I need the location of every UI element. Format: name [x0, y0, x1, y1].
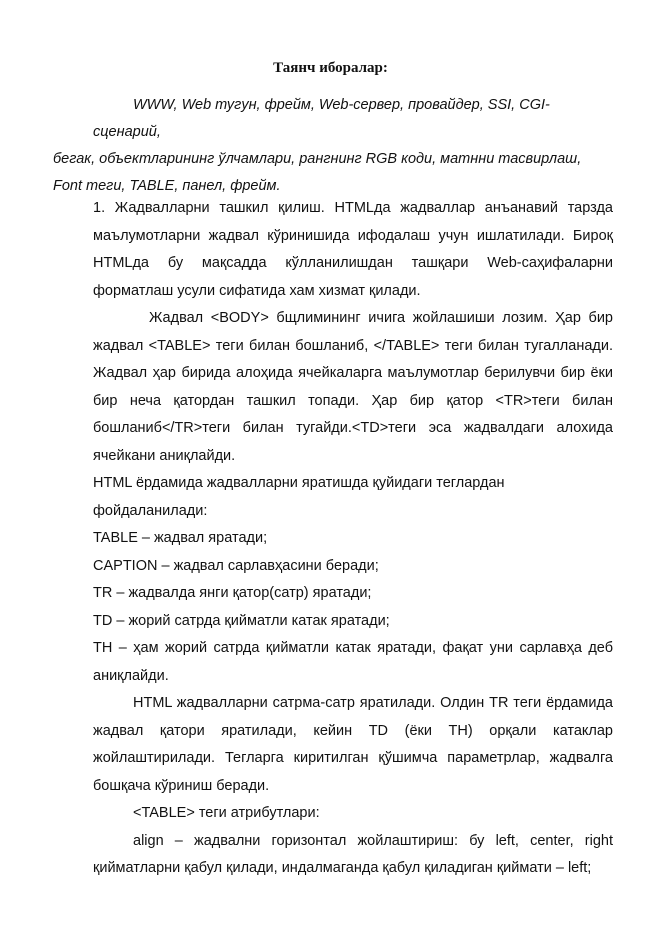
tag-item-caption: CAPTION – жадвал сарлавҳасини беради;	[93, 557, 379, 574]
paragraph-table-structure: Жадвал <BODY> бщлимининг ичига жойлашиши лозим. Ҳар бир жадвал <TABLE> теги билан бошланиб, </TABLE> теги билан тугалланади. Жадвал ҳар бирида алоҳида ячейкаларга маълумотлар берилувчи бир ёки бир неча қатордан ташкил топади. Ҳар бир қатор <TR>теги билан бошланиб</TR>теги билан тугайди.<TD>теги эса жадвалдаги алохида ячейкани аниқлайди.	[93, 310, 613, 464]
keywords-block	[53, 92, 613, 200]
keywords-line: WWW, Web тугун, фрейм, Web-сервер, провайдер, SSI, CGI-сценарий,	[93, 97, 550, 140]
paragraph-tags-list-intro: HTML ёрдамида жадвалларни яратишда қуйидаги теглардан фойдаланилади:	[93, 475, 505, 519]
paragraph-row-creation: HTML жадвалларни сатрма-сатр яратилади. Олдин TR теги ёрдамида жадвал қатори яратилади, кейин TD (ёки TH) орқали катаклар жойлаштирилади. Тегларга киритилган қўшимча параметрлар, жадвалга бошқача кўриниш беради.	[93, 695, 613, 794]
paragraph-tables-intro: 1. Жадвалларни ташкил қилиш. HTMLда жадваллар анъанавий тарзда маълумотларни жадвал кўринишида ифодалаш учун ишлатилади. Бироқ HTMLда бу мақсадда кўлланилишдан ташқари Web-саҳифаларни форматлаш усули сифатида хам хизмат қилади.	[93, 200, 613, 299]
keywords-line: бегак, объектларининг ўлчамлари, рангнинг RGB коди, матнни тасвирлаш,	[53, 151, 582, 167]
body-text	[93, 195, 613, 883]
keywords-line: Font теги, TABLE, панел, фрейм.	[53, 178, 281, 194]
paragraph-table-attributes: <TABLE> теги атрибутлари:	[133, 805, 320, 821]
tag-item-table: TABLE – жадвал яратади;	[93, 530, 268, 546]
section-heading: Таянч иборалар:	[273, 60, 388, 76]
tag-item-tr: TR – жадвалда янги қатор(сатр) яратади;	[93, 585, 372, 601]
tag-item-td: TD – жорий сатрда қийматли катак яратади;	[93, 612, 390, 629]
paragraph-align-attribute: align – жадвални горизонтал жойлаштириш: бу left, center, right қийматларни қабул қилади, индалмаганда қабул қиладиган қиймати – left;	[93, 832, 613, 876]
tag-item-th: TH – ҳам жорий сатрда қийматли катак яратади, фақат уни сарлавҳа деб аниқлайди.	[93, 640, 613, 684]
